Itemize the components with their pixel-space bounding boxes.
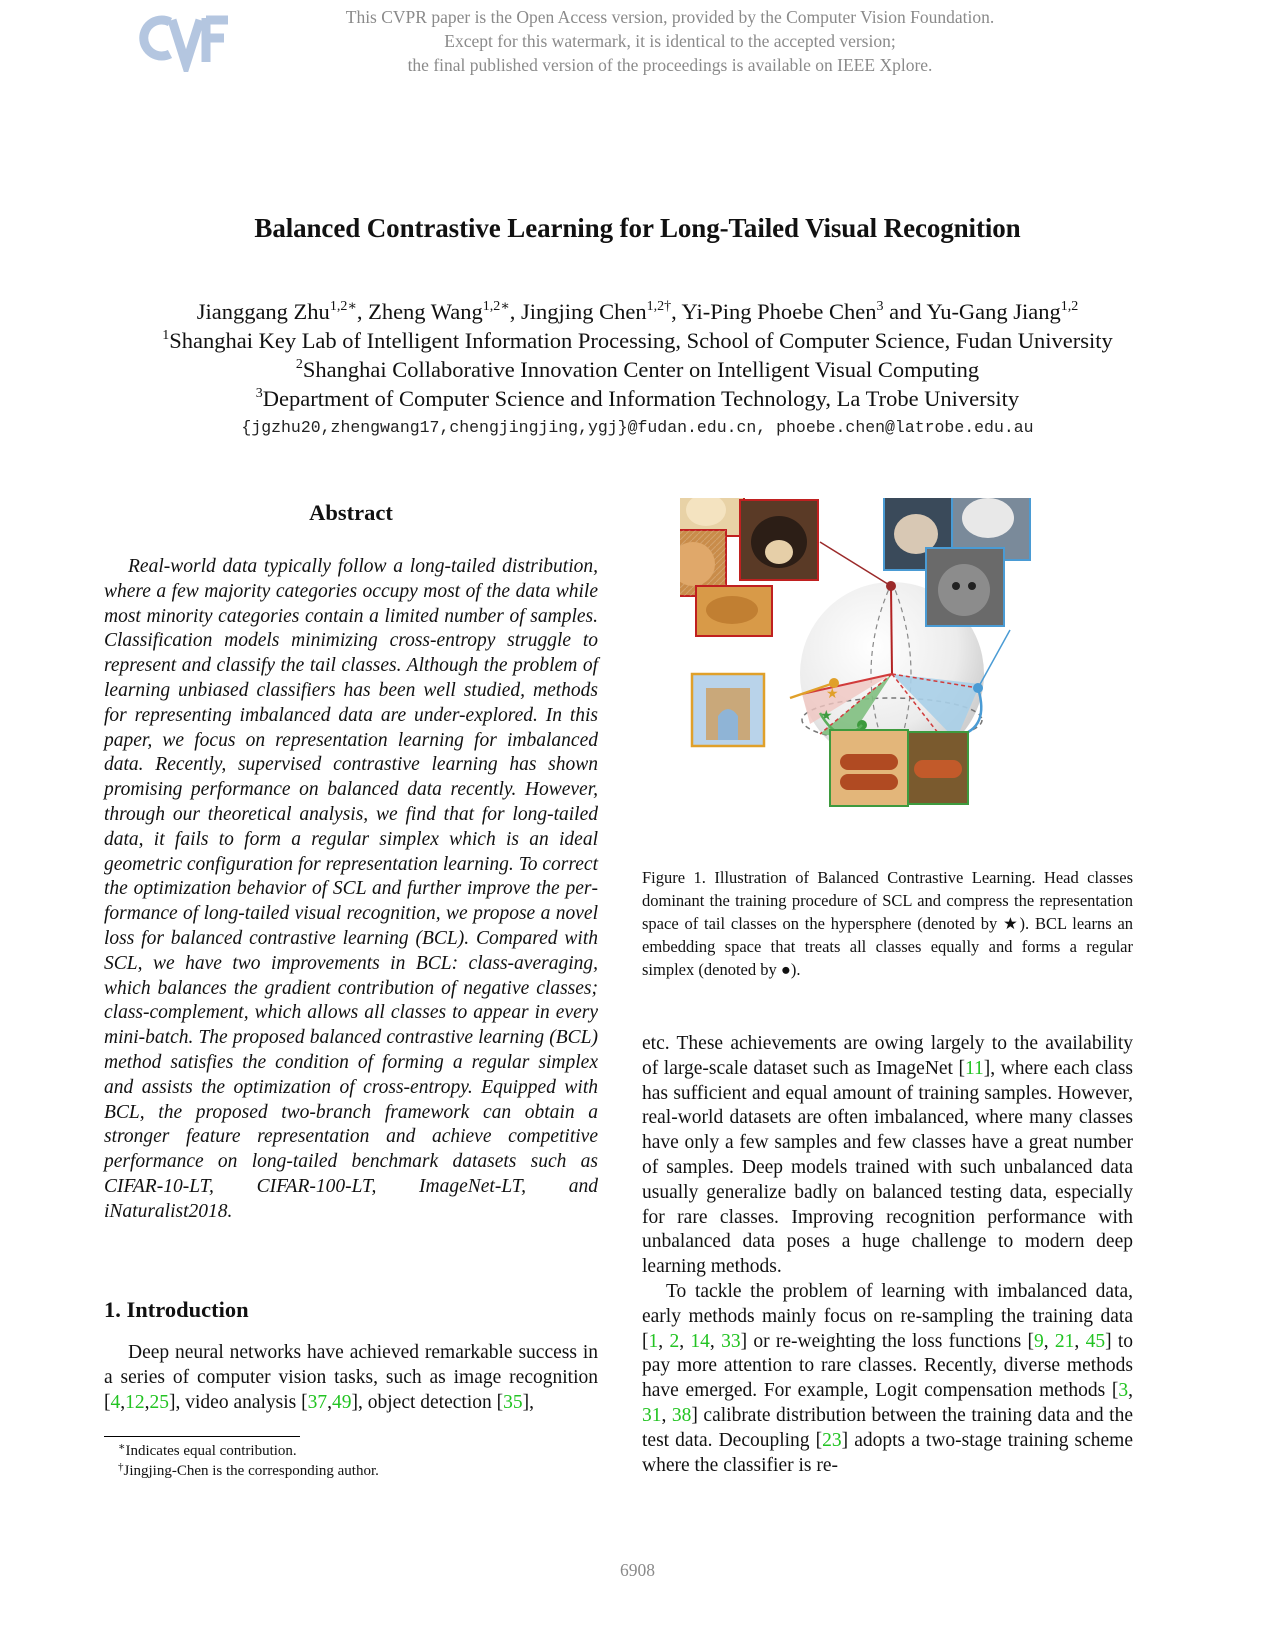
text-run: etc. These achievements are owing largely to the availability of large-scale dataset such as ImageNet [ [642, 1033, 1133, 1079]
svg-text:★: ★ [826, 687, 839, 702]
affiliation [0, 326, 1275, 355]
author-list [0, 297, 1275, 326]
footnote [118, 1441, 379, 1461]
text-run: , [661, 1404, 672, 1426]
watermark-line: the final published version of the proceedings is available on IEEE Xplore. [407, 55, 933, 75]
text-run: ). [790, 960, 801, 979]
text-run: , [1043, 1330, 1055, 1352]
author-affiliation-mark: 1,2 [1060, 299, 1079, 314]
citation-link[interactable]: 2 [669, 1330, 680, 1352]
arch-photo [692, 674, 764, 746]
footnote [118, 1461, 379, 1481]
citation-link[interactable]: 21 [1054, 1330, 1075, 1352]
text-run: ] to pay more attention to rare classes. Recently, diverse methods have emerged. For example, Logit compensation methods [ [642, 1330, 1134, 1402]
author-affiliation-mark: 1,2† [646, 299, 672, 314]
citation-link[interactable]: 49 [332, 1391, 352, 1413]
citation-link[interactable]: 33 [721, 1330, 741, 1352]
author-name: Jianggang Zhu [196, 299, 330, 324]
text-run: , [1128, 1380, 1133, 1402]
body-paragraph [642, 1280, 1133, 1478]
hotdog-photos [830, 730, 968, 806]
text-run: ] or re-weighting the loss functions [ [740, 1330, 1034, 1352]
citation-link[interactable]: 23 [822, 1429, 842, 1451]
affiliation [0, 384, 1275, 413]
citation-link[interactable]: 11 [965, 1057, 984, 1079]
author-affiliation-mark: 1,2∗ [482, 299, 510, 314]
paper-title: Balanced Contrastive Learning for Long-Tailed Visual Recognition [254, 213, 1021, 243]
text-run: , [679, 1330, 691, 1352]
text-run: Figure 1. Illustration of Balanced Contrastive Learning. Head classes dominant the training procedure of SCL and compress the representation space of tail classes on the hypersphere (denoted by [642, 868, 1133, 933]
footnote-mark: † [118, 1461, 124, 1473]
citation-link[interactable]: 9 [1033, 1330, 1044, 1352]
affiliation-text: Department of Computer Science and Information Technology, La Trobe University [262, 386, 1020, 411]
author-separator: , [509, 299, 521, 324]
figure-caption [642, 866, 1133, 981]
author-separator: , [356, 299, 369, 324]
author-name: Zheng Wang [368, 299, 483, 324]
right-column-body [642, 1032, 1133, 1478]
affiliation-text: Shanghai Key Lab of Intelligent Information Processing, School of Computer Science, Fudan University [169, 328, 1113, 353]
footnote-text: Indicates equal contribution. [125, 1443, 297, 1459]
affiliation-mark: 1 [162, 328, 170, 343]
footnotes [118, 1441, 379, 1481]
watermark-line: Except for this watermark, it is identical to the accepted version; [444, 31, 896, 51]
watermark-line: This CVPR paper is the Open Access version, provided by the Computer Vision Foundation. [345, 7, 995, 27]
citation-link[interactable]: 35 [503, 1391, 523, 1413]
dot-icon: ● [780, 960, 791, 979]
dog-photos [680, 498, 818, 636]
author-name: Yi-Ping Phoebe Chen [681, 299, 877, 324]
text-run: ] calibrate distribution between the training data and the test data. Decoupling [ [642, 1404, 1133, 1451]
author-emails: {jgzhu20,zhengwang17,chengjingjing,ygj}@fudan.edu.cn, phoebe.chen@latrobe.edu.au [241, 418, 1034, 437]
affiliation-mark: 2 [295, 357, 303, 372]
text-run: , [120, 1391, 126, 1413]
text-run: , [709, 1330, 722, 1352]
abstract-paragraph: Real-world data typically follow a long-tailed distribution, where a few majority categories occupy most of the data while most minority categories contain a limited number of samples. Classification models minimizing cross-entropy struggle to represent and classify the tail classes. Although the problem of learning unbiased classifiers has been well studied, methods for representing imbalanced data are under-explored. In this paper, we focus on representation learning for imbalanced data. Recently, supervised contrastive learning has shown promising performance on balanced data recently. However, through our theoretical analysis, we find that for long-tailed data, it fails to form a regular simplex which is an ideal geometric configuration for representation learning. To correct the optimization behavior of SCL and further improve the performance of long-tailed visual recognition, we propose a novel loss for balanced contrastive learning (BCL). Compared with SCL, we have two improvements in BCL: class-averaging, which balances the gradient contribution of negative classes; class-complement, which allows all classes to appear in every mini-batch. The proposed balanced contrastive learning (BCL) method satisfies the condition of forming a regular simplex and assists the optimization of cross-entropy. Equipped with BCL, the proposed two-branch framework can obtain a stronger feature representation and achieve competitive performance on long-tailed benchmark datasets such as CIFAR-10-LT, CIFAR-100-LT, ImageNet-LT, and iNaturalist2018. [104, 556, 598, 1222]
text-run: , [327, 1391, 333, 1413]
abstract-body [104, 555, 598, 1225]
author-block [0, 297, 1275, 413]
abstract-heading: Abstract [309, 500, 393, 525]
citation-link[interactable]: 1 [648, 1330, 659, 1352]
citation-link[interactable]: 38 [671, 1404, 692, 1426]
text-run: ], video analysis [ [169, 1391, 308, 1413]
affiliation [0, 355, 1275, 384]
text-run: Deep neural networks have achieved remarkable success in a series of computer vision tasks, such as image recognition [ [104, 1342, 598, 1413]
text-run: ). BCL learns an embedding space that treats all classes equally and forms a regular simplex (denoted by [642, 914, 1134, 979]
star-icon: ★ [1003, 914, 1020, 933]
author-affiliation-mark: 1,2∗ [329, 299, 357, 314]
citation-link[interactable]: 45 [1085, 1330, 1106, 1352]
citation-link[interactable]: 12 [125, 1391, 145, 1413]
intro-body [104, 1341, 598, 1415]
footnote-mark: ∗ [118, 1441, 126, 1453]
text-run: ], [522, 1391, 534, 1413]
svg-text:★: ★ [820, 709, 833, 724]
author-name: Jingjing Chen [520, 299, 647, 324]
affiliation-text: Shanghai Collaborative Innovation Center on Intelligent Visual Computing [302, 357, 980, 382]
text-run: ], object detection [ [351, 1391, 504, 1413]
page-number: 6908 [620, 1560, 655, 1580]
cvf-logo [136, 8, 236, 72]
text-run: , [1074, 1330, 1086, 1352]
citation-link[interactable]: 14 [690, 1330, 710, 1352]
text-run: ] adopts a two-stage training scheme where the classifier is re- [642, 1429, 1134, 1476]
author-affiliation-mark: 3 [876, 299, 884, 314]
author-name: Yu-Gang Jiang [926, 299, 1061, 324]
affiliation-mark: 3 [255, 386, 263, 401]
body-paragraph [642, 1032, 1133, 1280]
open-access-watermark [250, 5, 1090, 77]
text-run: ], where each class has sufficient and equal amount of training samples. However, real-world datasets are often imbalanced, where many classes have only a few samples and few classes have a great number of samples. Deep models trained with such unbalanced data usually generalize badly on balanced testing data, especially for rare classes. Improving recognition performance with unbalanced data poses a huge challenge to modern deep learning methods. [642, 1057, 1134, 1278]
section-heading: 1. Introduction [104, 1297, 249, 1322]
citation-link[interactable]: 4 [110, 1391, 121, 1413]
citation-link[interactable]: 31 [642, 1404, 662, 1426]
text-run: , [658, 1330, 670, 1352]
intro-paragraph [104, 1341, 598, 1415]
author-separator: and [883, 299, 927, 324]
figure-1-illustration [680, 498, 1100, 854]
footnote-text: Jingjing-Chen is the corresponding author. [123, 1463, 379, 1479]
footnote-divider [104, 1436, 300, 1437]
author-separator: , [671, 299, 682, 324]
text-run: , [144, 1391, 150, 1413]
citation-link[interactable]: 25 [149, 1391, 169, 1413]
citation-link[interactable]: 37 [307, 1391, 328, 1413]
text-run: To tackle the problem of learning with imbalanced data, early methods mainly focus on re-sampling the training data [ [642, 1280, 1133, 1352]
citation-link[interactable]: 3 [1118, 1380, 1129, 1402]
